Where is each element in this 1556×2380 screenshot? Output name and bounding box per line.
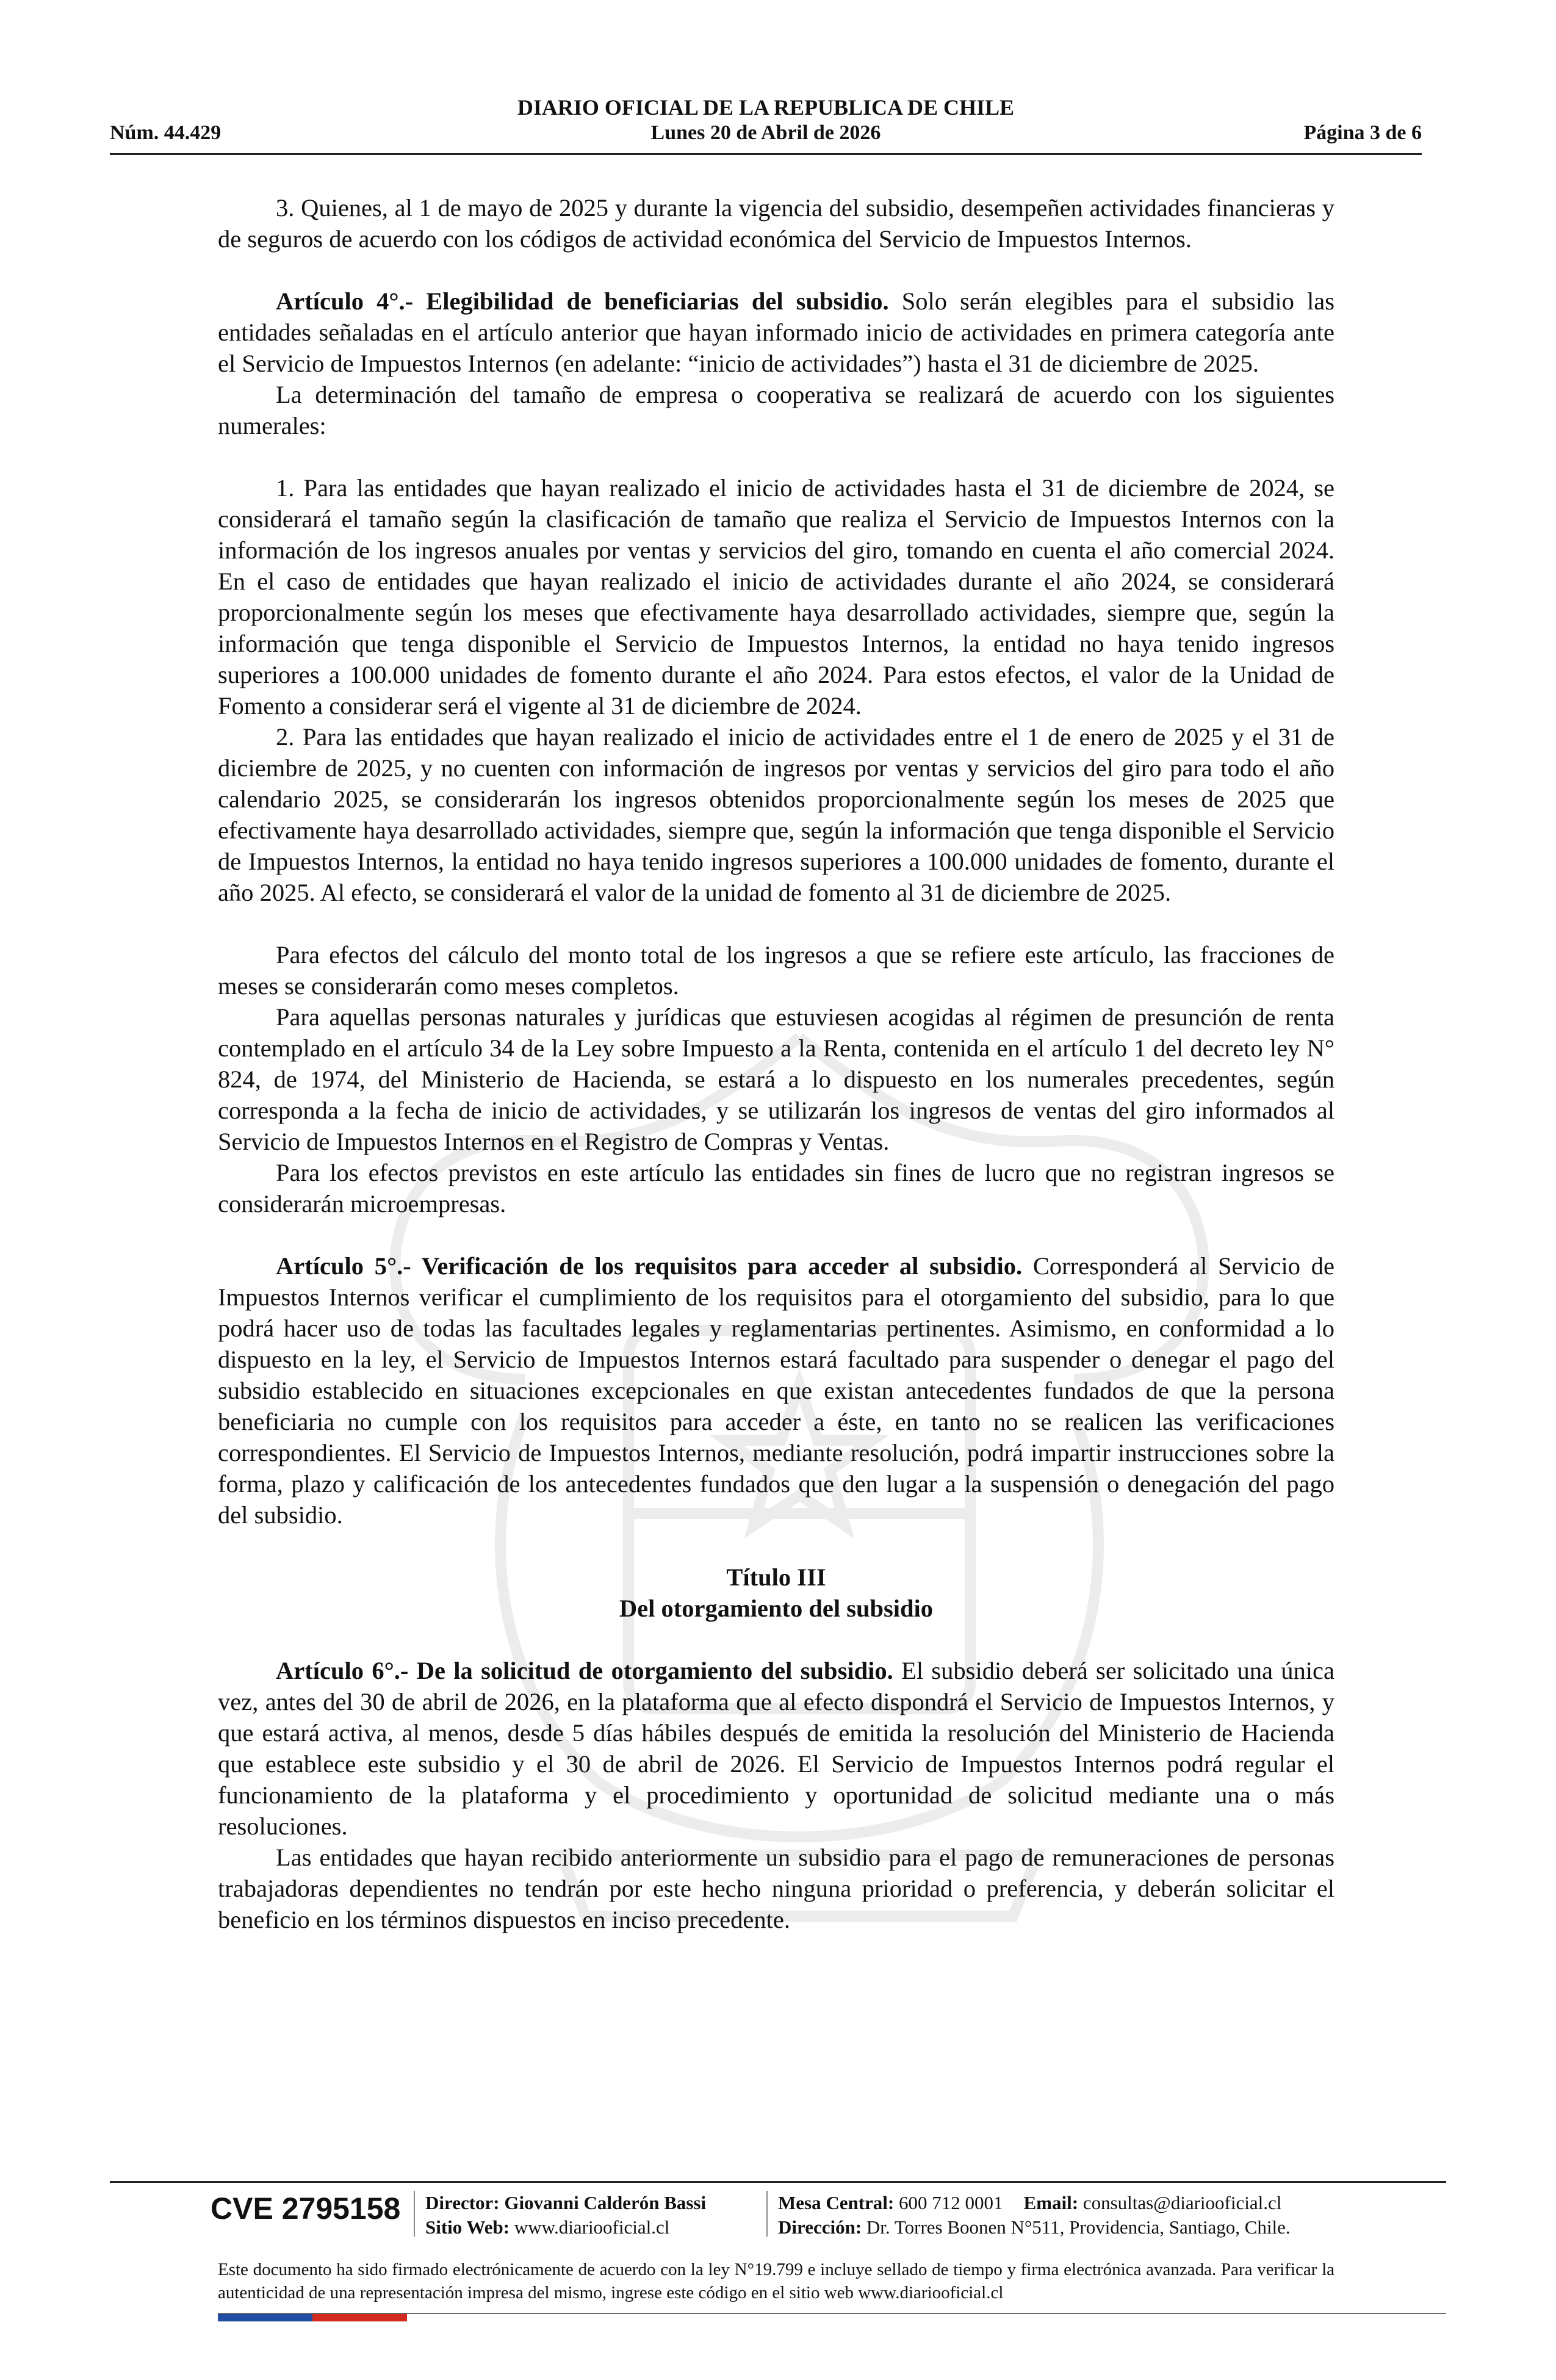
address-line <box>778 2215 1291 2240</box>
director-line <box>425 2191 706 2215</box>
email-label: Email: <box>1023 2192 1079 2213</box>
page-number: Página 3 de 6 <box>1303 121 1422 144</box>
website-link[interactable]: www.diariooficial.cl <box>510 2216 670 2238</box>
article-5 <box>218 1250 1334 1531</box>
header-divider <box>110 153 1422 155</box>
address-text: Dr. Torres Boonen N°511, Providencia, Santiago, Chile. <box>862 2216 1291 2238</box>
paragraph-sin-fines: Para los efectos previstos en este artículo las entidades sin fines de lucro que no registran ingresos se considerarán microempresas. <box>218 1159 1334 1217</box>
article-5-text: Corresponderá al Servicio de Impuestos Internos verificar el cumplimiento de los requisitos para el otorgamiento del subsidio, para lo que podrá hacer uso de todas las facultades legales y reglamentarias pertinentes. Asimismo, en conformidad a lo dispuesto en la ley, el Servicio de Impuestos Internos estará facultado para suspender o denegar el pago del subsidio establecido en situaciones excepcionales en que existan antecedentes fundados de que la persona beneficiaria no cumple con los requisitos para acceder a éste, en tanto no se realicen las verificaciones correspondientes. El Servicio de Impuestos Internos, mediante resolución, podrá impartir instrucciones sobre la forma, plazo y calificación de los antecedentes fundados que den lugar a la suspensión o denegación del pago del subsidio. <box>218 1252 1334 1529</box>
paragraph-fracciones: Para efectos del cálculo del monto total de los ingresos a que se refiere este artículo, las fracciones de meses se considerarán como meses completos. <box>218 941 1334 1000</box>
article-6-text: El subsidio deberá ser solicitado una única vez, antes del 30 de abril de 2026, en la plataforma que al efecto dispondrá el Servicio de Impuestos Internos, y que estará activa, al menos, desde 5 días hábiles después de emitida la resolución del Ministerio de Hacienda que establece este subsidio y el 30 de abril de 2026. El Servicio de Impuestos Internos podrá regular el funcionamiento de la plataforma y el procedimiento y oportunidad de solicitud mediante una o más resoluciones. <box>218 1657 1334 1840</box>
issue-date: Lunes 20 de Abril de 2026 <box>650 121 881 144</box>
article-6-heading: Artículo 6°.- De la solicitud de otorgamiento del subsidio. <box>276 1657 893 1684</box>
paragraph-numeral-3: 3. Quienes, al 1 de mayo de 2025 y durante la vigencia del subsidio, desempeñen actividades financieras y de seguros de acuerdo con los códigos de actividad económica del Servicio de Impuestos Internos. <box>218 194 1334 253</box>
issue-number: Núm. 44.429 <box>110 121 222 144</box>
director-label: Director: <box>425 2192 500 2213</box>
article-4-heading: Artículo 4°.- Elegibilidad de beneficiarias del subsidio. <box>276 287 889 315</box>
chile-flag-stripe <box>218 2314 407 2321</box>
flag-red-segment <box>312 2314 407 2321</box>
cve-code: CVE 2795158 <box>211 2191 401 2226</box>
website-label: Sitio Web: <box>425 2216 510 2238</box>
legal-notice: Este documento ha sido firmado electrónicamente de acuerdo con la ley N°19.799 e incluye sellado de tiempo y firma electrónica avanzada. Para verificar la autenticidad de una representación impresa del mismo, ingrese este código en el sitio web www.diariooficial.cl <box>218 2260 1334 2302</box>
email-link[interactable]: consultas@diariooficial.cl <box>1078 2192 1282 2213</box>
phone-number: 600 712 0001 <box>894 2192 1003 2213</box>
document-body <box>218 192 1334 1935</box>
article-6 <box>218 1655 1334 1842</box>
footer-separator <box>414 2191 415 2237</box>
article-5-heading: Artículo 5°.- Verificación de los requisitos para acceder al subsidio. <box>276 1252 1023 1280</box>
paragraph-numeral-1: 1. Para las entidades que hayan realizado el inicio de actividades hasta el 31 de diciembre de 2024, se considerará el tamaño según la clasificación de tamaño que realiza el Servicio de Impuestos Internos con la información de los ingresos anuales por ventas y servicios del giro, tomando en cuenta el año comercial 2024. En el caso de entidades que hayan realizado el inicio de actividades durante el año 2024, se considerará proporcionalmente según los meses que efectivamente haya desarrollado actividades, siempre que, según la información que tenga disponible el Servicio de Impuestos Internos, la entidad no haya tenido ingresos superiores a 100.000 unidades de fomento durante el año 2024. Para estos efectos, el valor de la Unidad de Fomento a considerar será el vigente al 31 de diciembre de 2024. <box>218 474 1334 719</box>
paragraph-entidades: Las entidades que hayan recibido anteriormente un subsidio para el pago de remuneraciones de personas trabajadoras dependientes no tendrán por este hecho ninguna prioridad o preferencia, y deberán solicitar el beneficio en los términos dispuestos en inciso precedente. <box>218 1844 1334 1933</box>
title-name: Del otorgamiento del subsidio <box>619 1595 934 1622</box>
paragraph-determinacion: La determinación del tamaño de empresa o cooperativa se realizará de acuerdo con los siguientes numerales: <box>218 381 1334 439</box>
article-4-text: Solo serán elegibles para el subsidio las entidades señaladas en el artículo anterior que hayan informado inicio de actividades en primera categoría ante el Servicio de Impuestos Internos (en adelante: “inicio de actividades”) hasta el 31 de diciembre de 2025. <box>218 287 1334 377</box>
phone-label: Mesa Central: <box>778 2192 895 2213</box>
director-name: Giovanni Calderón Bassi <box>499 2192 707 2213</box>
paragraph-numeral-2: 2. Para las entidades que hayan realizado el inicio de actividades entre el 1 de enero de 2025 y el 31 de diciembre de 2025, y no cuenten con información de ingresos por ventas y servicios del giro para todo el año calendario 2025, se considerarán los ingresos obtenidos proporcionalmente según los meses de 2025 que efectivamente haya desarrollado actividades, siempre que, según la información que tenga disponible el Servicio de Impuestos Internos, la entidad no haya tenido ingresos superiores a 100.000 unidades de fomento, durante el año 2025. Al efecto, se considerará el valor de la unidad de fomento al 31 de diciembre de 2025. <box>218 723 1334 906</box>
title-number: Título III <box>726 1563 826 1591</box>
article-4 <box>218 286 1334 379</box>
footer-divider <box>110 2181 1446 2183</box>
page-header <box>110 95 1422 156</box>
footer-separator <box>766 2191 768 2237</box>
website-line <box>425 2215 669 2240</box>
contact-line <box>778 2191 1281 2215</box>
header-row <box>110 121 1422 148</box>
flag-blue-segment <box>218 2314 312 2321</box>
paragraph-presuncion: Para aquellas personas naturales y jurídicas que estuviesen acogidas al régimen de presunción de renta contemplado en el artículo 34 de la Ley sobre Impuesto a la Renta, contenida en el artículo 1 del decreto ley N° 824, de 1974, del Ministerio de Hacienda, se estará a lo dispuesto en los numerales precedentes, según corresponda a la fecha de inicio de actividades, y se utilizarán los ingresos de ventas del giro informados al Servicio de Impuestos Internos en el Registro de Compras y Ventas. <box>218 1003 1334 1155</box>
address-label: Dirección: <box>778 2216 862 2238</box>
newspaper-title: DIARIO OFICIAL DE LA REPUBLICA DE CHILE <box>517 95 1015 120</box>
